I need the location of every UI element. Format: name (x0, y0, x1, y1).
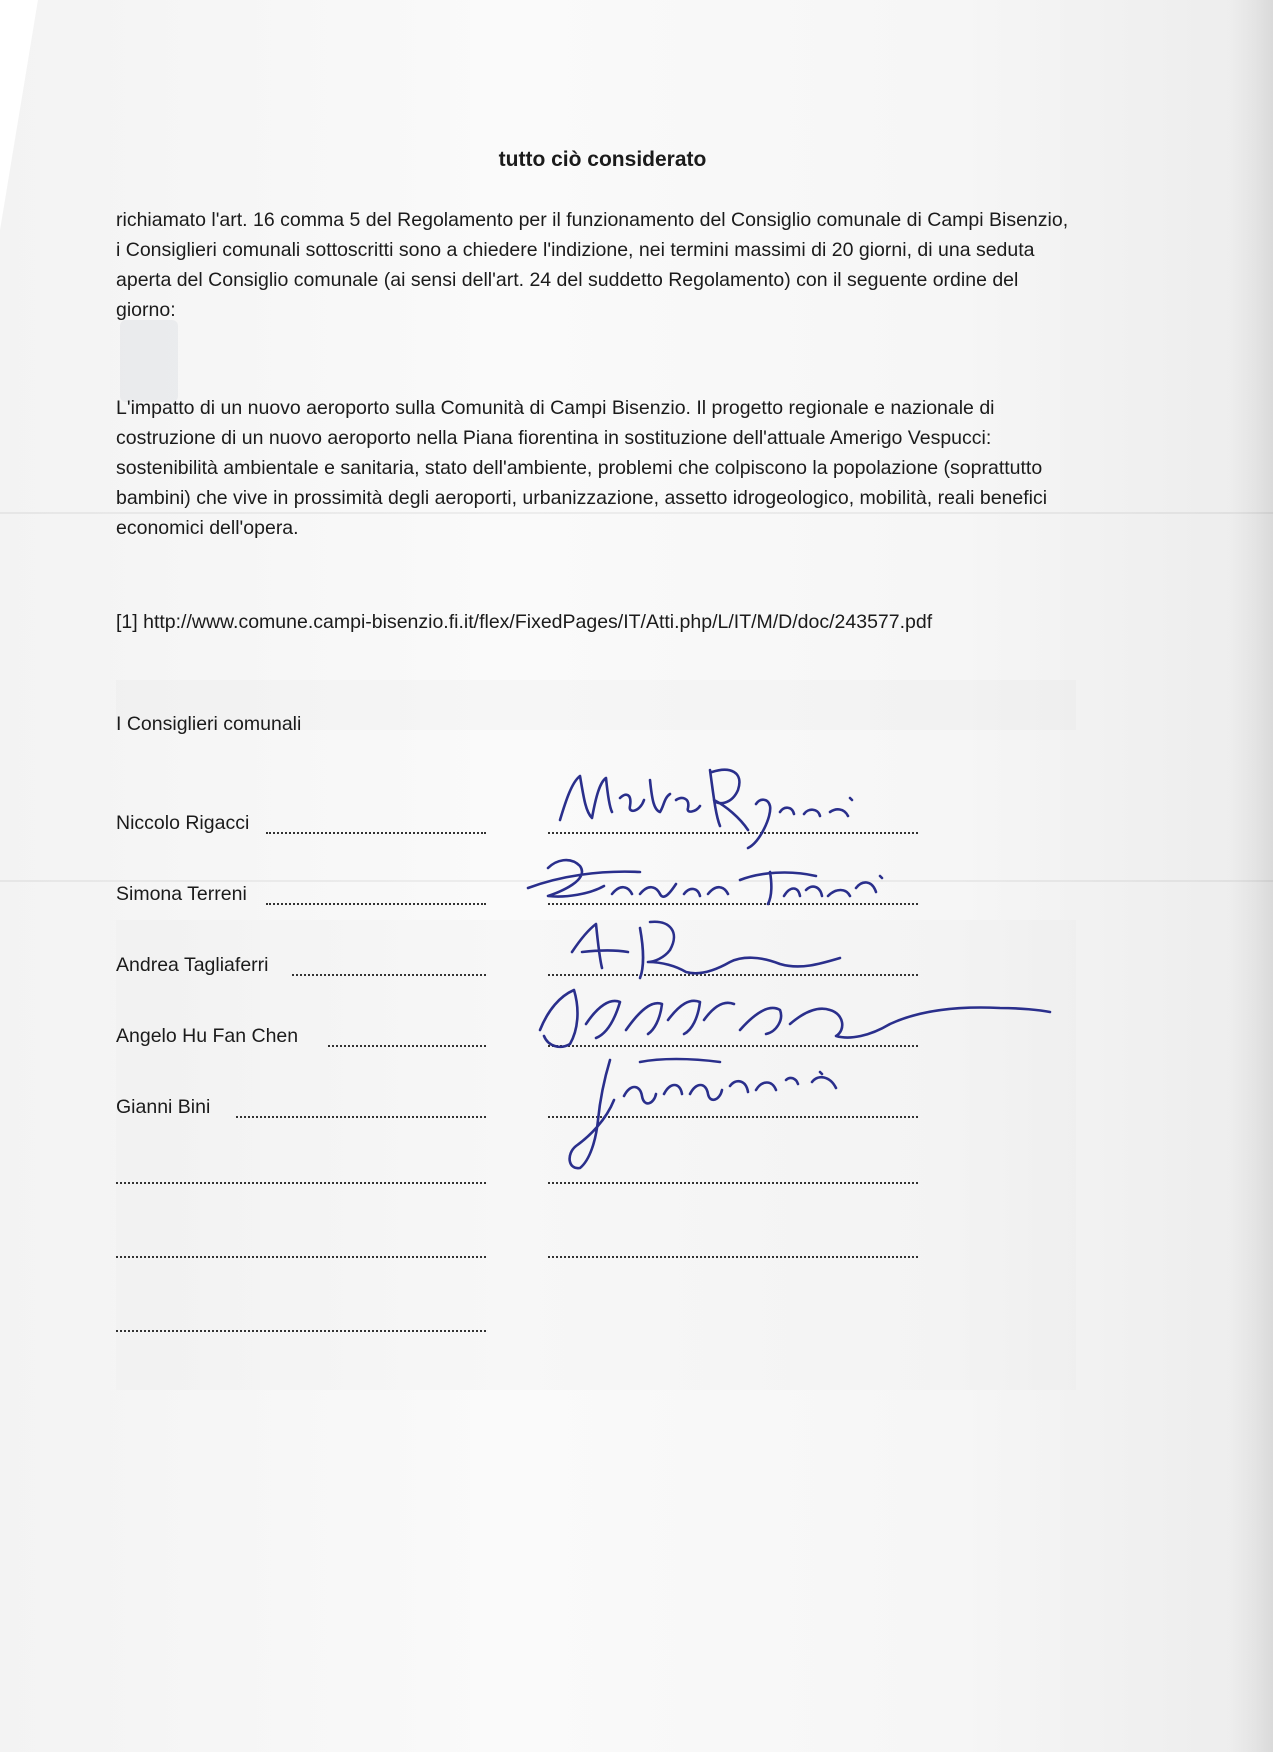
signature-dotted-line (548, 974, 918, 976)
scan-smudge (120, 320, 178, 402)
name-dotted-line (116, 1330, 486, 1332)
name-dotted-line (266, 903, 486, 905)
name-dotted-line (236, 1116, 486, 1118)
bleed-through-text (116, 578, 416, 598)
signatory-name: Andrea Tagliaferri (116, 954, 269, 976)
name-dotted-line (292, 974, 486, 976)
signature-dotted-line (548, 832, 918, 834)
agenda-paragraph: L'impatto di un nuovo aeroporto sulla Comunità di Campi Bisenzio. Il progetto regionale e nazionale di costruzione di un nuovo aeroporto nella Piana fiorentina in sostituzione dell'attuale Amerigo Vespucci: sostenibilità ambientale e sanitaria, stato dell'ambiente, problemi che colpiscono la popolazione (soprattutto bambini) che vive in prossimità degli aeroporti, urbanizzazione, assetto idrogeologico, mobilità, reali benefici economici dell'opera. (116, 397, 1048, 539)
name-dotted-line (116, 1256, 486, 1258)
signature-dotted-line (548, 1045, 918, 1047)
signatory-name: Angelo Hu Fan Chen (116, 1025, 299, 1047)
signature-row (116, 1025, 916, 1055)
folded-corner (0, 0, 38, 230)
paper-fold-line (0, 880, 1273, 882)
footnote-reference: [1] http://www.comune.campi-bisenzio.fi.it/flex/FixedPages/IT/Atti.php/L/IT/M/D/doc/243577.pdf (116, 611, 933, 633)
page-edge-shadow (1231, 0, 1273, 1752)
signatories-label: I Consiglieri comunali (116, 713, 302, 735)
blank-signature-row (116, 1162, 916, 1192)
signature-row (116, 812, 916, 842)
intro-paragraph: richiamato l'art. 16 comma 5 del Regolamento per il funzionamento del Consiglio comunale di Campi Bisenzio, i Consiglieri comunali sottoscritti sono a chiedere l'indizione, nei termini massimi di 20 giorni, di una seduta aperta del Consiglio comunale (ai sensi dell'art. 24 del suddetto Regolamento) con il seguente ordine del giorno: (116, 209, 1069, 321)
signature-dotted-line (548, 1116, 918, 1118)
page-heading: tutto ciò considerato (498, 148, 707, 171)
signatory-name: Niccolo Rigacci (116, 812, 250, 834)
signatory-name: Gianni Bini (116, 1096, 211, 1118)
blank-signature-row (116, 1236, 916, 1266)
signature-row (116, 1096, 916, 1126)
signature-dotted-line (548, 903, 918, 905)
name-dotted-line (116, 1182, 486, 1184)
name-dotted-line (266, 832, 486, 834)
name-dotted-line (328, 1045, 486, 1047)
signatory-name: Simona Terreni (116, 883, 247, 905)
signature-row (116, 883, 916, 913)
signature-row (116, 954, 916, 984)
signature-dotted-line (548, 1256, 918, 1258)
signature-dotted-line (548, 1182, 918, 1184)
blank-signature-row (116, 1310, 916, 1340)
